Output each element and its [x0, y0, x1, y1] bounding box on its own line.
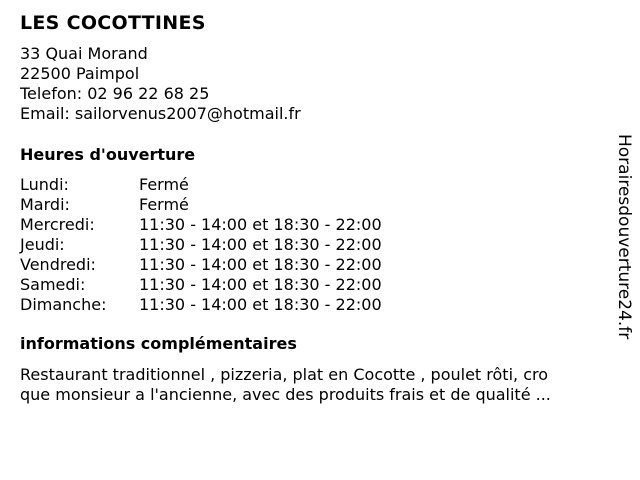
- hours-time: 11:30 - 14:00 et 18:30 - 22:00: [139, 255, 382, 274]
- hours-row-tuesday: [20, 195, 382, 215]
- phone-line: Telefon: 02 96 22 68 25: [20, 84, 210, 103]
- hours-day: Dimanche:: [20, 295, 107, 314]
- address-city: 22500 Paimpol: [20, 64, 140, 83]
- business-description: [20, 365, 600, 405]
- watermark-text: Horairesdouverture24.fr: [614, 134, 634, 340]
- hours-row-friday: [20, 255, 382, 275]
- hours-day: Mercredi:: [20, 215, 95, 234]
- description-line-1: Restaurant traditionnel , pizzeria, plat en Cocotte , poulet rôti, cro: [20, 365, 548, 384]
- address-street: 33 Quai Morand: [20, 44, 148, 63]
- hours-row-saturday: [20, 275, 382, 295]
- info-heading: informations complémentaires: [20, 334, 297, 353]
- hours-day: Jeudi:: [20, 235, 65, 254]
- opening-hours-table: [20, 175, 382, 315]
- hours-time: 11:30 - 14:00 et 18:30 - 22:00: [139, 215, 382, 234]
- hours-day: Samedi:: [20, 275, 86, 294]
- hours-time: 11:30 - 14:00 et 18:30 - 22:00: [139, 295, 382, 314]
- hours-row-monday: [20, 175, 382, 195]
- hours-day: Mardi:: [20, 195, 70, 214]
- email-line: Email: sailorvenus2007@hotmail.fr: [20, 104, 301, 123]
- hours-time: Fermé: [139, 175, 189, 194]
- business-name: LES COCOTTINES: [20, 12, 206, 34]
- description-line-2: que monsieur a l'ancienne, avec des produits frais et de qualité ...: [20, 385, 551, 404]
- business-contact: [20, 44, 301, 124]
- hours-day: Lundi:: [20, 175, 69, 194]
- hours-time: 11:30 - 14:00 et 18:30 - 22:00: [139, 275, 382, 294]
- hours-heading: Heures d'ouverture: [20, 145, 196, 164]
- hours-row-wednesday: [20, 215, 382, 235]
- hours-day: Vendredi:: [20, 255, 96, 274]
- hours-time: Fermé: [139, 195, 189, 214]
- hours-row-sunday: [20, 295, 382, 315]
- hours-time: 11:30 - 14:00 et 18:30 - 22:00: [139, 235, 382, 254]
- site-watermark: [612, 134, 636, 374]
- hours-row-thursday: [20, 235, 382, 255]
